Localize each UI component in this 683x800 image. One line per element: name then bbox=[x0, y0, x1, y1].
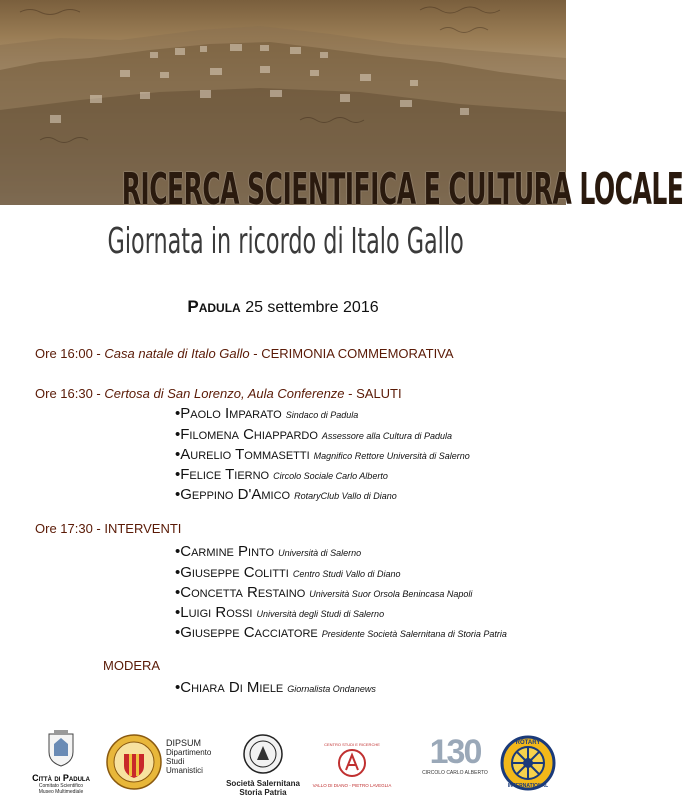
speaker-role: Sindaco di Padula bbox=[285, 410, 359, 420]
schedule-time: Ore 16:00 - bbox=[35, 346, 105, 361]
logo-padula-title: Città di Padula bbox=[32, 773, 90, 783]
speaker-row bbox=[175, 564, 401, 582]
speaker-name: •Paolo Imparato bbox=[175, 405, 282, 422]
speaker-row bbox=[175, 543, 361, 561]
speaker-name: •Felice Tierno bbox=[175, 466, 270, 483]
logo-dipsum-line4: Umanistici bbox=[166, 766, 203, 775]
speaker-name: •Filomena Chiappardo bbox=[175, 426, 318, 443]
date-value: 25 settembre 2016 bbox=[245, 299, 379, 316]
rotary-top-text: ROTARY bbox=[515, 740, 541, 746]
speaker-role: Circolo Sociale Carlo Alberto bbox=[273, 471, 388, 481]
speaker-name: •Giuseppe Colitti bbox=[175, 564, 289, 581]
speaker-name: •Giuseppe Cacciatore bbox=[175, 624, 318, 641]
logo-rotary bbox=[500, 735, 556, 796]
speaker-row bbox=[175, 604, 384, 622]
speaker-role: Centro Studi Vallo di Diano bbox=[292, 569, 401, 579]
logo-dipsum-line3: Studi bbox=[166, 757, 185, 766]
speaker-row bbox=[175, 624, 507, 642]
speaker-role: Università degli Studi di Salerno bbox=[256, 609, 385, 619]
speaker-row bbox=[175, 466, 388, 484]
logo-societa-line1: Società Salernitana bbox=[226, 779, 300, 788]
schedule-venue: Casa natale di Italo Gallo bbox=[104, 346, 250, 361]
schedule-event: - CERIMONIA COMMEMORATIVA bbox=[249, 346, 454, 361]
speaker-name: •Carmine Pinto bbox=[175, 543, 275, 560]
schedule-venue: Certosa di San Lorenzo, Aula Conferenze bbox=[104, 386, 345, 401]
modera-label: MODERA bbox=[103, 658, 161, 673]
speaker-role: Assessore alla Cultura di Padula bbox=[321, 431, 452, 441]
schedule-item bbox=[35, 386, 402, 401]
date-place: Padula bbox=[187, 297, 241, 316]
logo-centro-line1: CENTRO STUDI E RICERCHE bbox=[324, 742, 380, 747]
logo-padula-sub2: Museo Multimediale bbox=[38, 789, 84, 795]
logo-centro-line2: VALLO DI DIANO - PIETRO LAVEGLIA bbox=[312, 783, 392, 788]
schedule-item bbox=[35, 346, 454, 361]
logo-dipsum-line2: Dipartimento bbox=[166, 748, 212, 757]
moderator-row bbox=[175, 679, 376, 697]
centro-emblem-icon bbox=[337, 748, 367, 778]
date-line bbox=[0, 297, 566, 317]
page-subtitle: Giornata in ricordo di Italo Gallo bbox=[107, 221, 464, 262]
speaker-row bbox=[175, 584, 472, 602]
page-title: RICERCA SCIENTIFICA E CULTURA LOCALE bbox=[121, 164, 683, 215]
logo-circolo-carlo-alberto bbox=[410, 734, 500, 777]
speaker-role: Magnifico Rettore Università di Salerno bbox=[313, 451, 470, 461]
schedule-event: - SALUTI bbox=[344, 386, 402, 401]
logo-citta-di-padula bbox=[28, 730, 94, 795]
speaker-role: RotaryClub Vallo di Diano bbox=[294, 491, 397, 501]
logo-dipsum bbox=[166, 738, 211, 775]
speaker-row bbox=[175, 446, 470, 464]
schedule-item bbox=[35, 521, 181, 536]
speaker-row bbox=[175, 486, 397, 504]
logo-societa-salernitana bbox=[222, 734, 304, 797]
padula-crest-icon bbox=[46, 730, 76, 768]
speaker-row bbox=[175, 405, 358, 423]
societa-seal-icon bbox=[243, 734, 283, 774]
logo-padula-sub1: Comitato Scientifico bbox=[38, 783, 84, 789]
moderator-role: Giornalista Ondanews bbox=[287, 684, 376, 694]
speaker-role: Università di Salerno bbox=[278, 548, 362, 558]
moderator-name: •Chiara Di Miele bbox=[175, 679, 284, 696]
schedule-time: Ore 17:30 - INTERVENTI bbox=[35, 521, 182, 536]
speaker-role: Presidente Società Salernitana di Storia Patria bbox=[321, 629, 507, 639]
logo-circolo-number: 130 bbox=[429, 733, 481, 771]
rotary-bottom-text: INTERNATIONAL bbox=[507, 783, 549, 789]
schedule-time: Ore 16:30 - bbox=[35, 386, 105, 401]
speaker-row bbox=[175, 426, 452, 444]
speaker-name: •Geppino D'Amico bbox=[175, 486, 291, 503]
speaker-name: •Luigi Rossi bbox=[175, 604, 253, 621]
logo-centro-studi bbox=[306, 742, 398, 789]
university-seal-icon bbox=[106, 734, 162, 790]
rotary-wheel-icon bbox=[500, 735, 556, 791]
logo-universita-salerno bbox=[106, 734, 162, 795]
logo-societa-line2: Storia Patria bbox=[239, 788, 287, 797]
speaker-name: •Concetta Restaino bbox=[175, 584, 306, 601]
speaker-name: •Aurelio Tommasetti bbox=[175, 446, 310, 463]
speaker-role: Università Suor Orsola Benincasa Napoli bbox=[309, 589, 473, 599]
logo-dipsum-line1: DIPSUM bbox=[166, 738, 202, 748]
logo-circolo-line1: CIRCOLO CARLO ALBERTO bbox=[422, 770, 488, 776]
